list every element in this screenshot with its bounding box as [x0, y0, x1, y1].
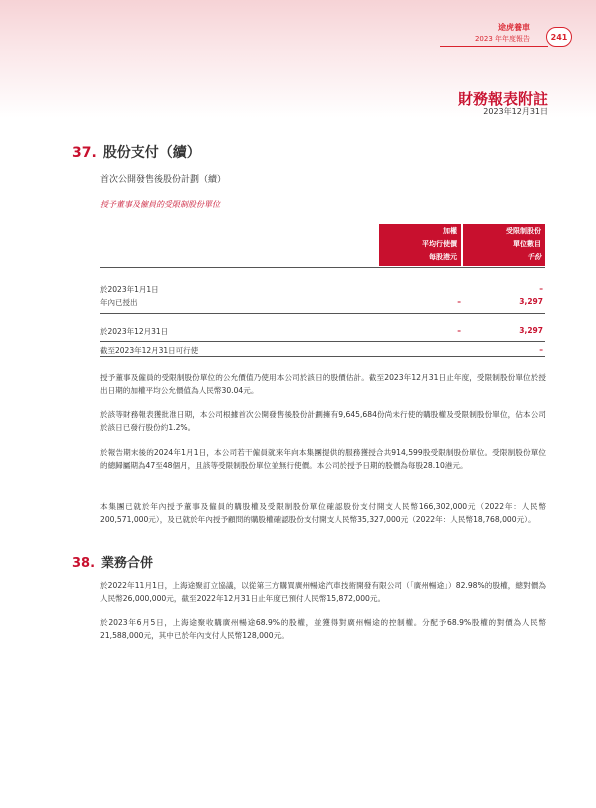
header-report-name: 2023 年年度報告	[474, 35, 530, 43]
table-row-value-units: 3,297	[519, 326, 543, 335]
table-row-value-units: –	[539, 345, 543, 354]
note-38-heading	[72, 552, 153, 571]
table-row-label: 年內已授出	[100, 298, 138, 307]
col1-header-line: 平均行使價	[422, 240, 457, 248]
table-rule	[100, 267, 545, 268]
table-header-col1	[379, 224, 461, 266]
header-company-name: 途虎養車	[498, 23, 530, 32]
table-rule	[100, 313, 545, 314]
col2-header-line: 單位數目	[513, 240, 541, 248]
note-38-number: 38.	[72, 556, 96, 571]
table-caption: 授予董事及僱員的受限制股份單位	[100, 200, 220, 209]
page-number-badge: 241	[546, 27, 572, 47]
table-row-value-units: 3,297	[519, 297, 543, 306]
table-row-value-price: –	[457, 297, 461, 306]
section-title: 財務報表附註	[457, 90, 548, 108]
note-37-subtitle: 首次公開發售後股份計劃（續）	[100, 175, 227, 185]
note-37-paragraph: 授予董事及僱員的受限制股份單位的公允價值乃使用本公司於該日的股價估計。截至2023年12月31日止年度，受限制股份單位於授出日期的加權平均公允價值為人民幣30.04元。	[100, 373, 546, 395]
note-37-heading	[72, 142, 201, 162]
note-38-paragraph: 於2023年6月5日，上海途聚收購廣州暢途68.9%的股權，並獲得對廣州暢途的控制權。分配予68.9%股權的對價為人民幣21,588,000元，其中已於年內支付人民幣128,000元。	[100, 618, 546, 640]
note-37-paragraph: 於報告期末後的2024年1月1日，本公司若干僱員就來年向本集團提供的服務獲授合共914,599股受限制股份單位。受限制股份單位的總歸屬期為47至48個月，且該等受限制股份單位並無行使價。本公司於授予日期的股價為每股28.10港元。	[100, 448, 546, 470]
note-38-paragraph: 於2022年11月1日，上海途聚訂立協議，以從第三方購買廣州暢途汽車技術開發有限公司（「廣州暢途」）82.98%的股權，總對價為人民幣26,000,000元，截至2022年12月31日止年度已預付人民幣15,872,000元。	[100, 581, 546, 603]
note-37-paragraph: 於該等財務報表獲批准日期，本公司根據首次公開發售後股份計劃擁有9,645,684份尚未行使的購股權及受限制股份單位，佔本公司於該日已發行股份約1.2%。	[100, 410, 546, 432]
note-37-title: 股份支付（續）	[102, 145, 201, 161]
note-37-paragraph: 本集團已就於年內授予董事及僱員的購股權及受限制股份單位確認股份支付開支人民幣166,302,000元（2022年：人民幣200,571,000元），及已就於年內授予顧問的購股權確認股份支付開支人民幣35,327,000元（2022年：人民幣18,768,000元）。	[100, 502, 546, 524]
table-rule	[100, 341, 545, 342]
table-row-label: 於2023年1月1日	[100, 285, 159, 294]
table-row-label: 於2023年12月31日	[100, 327, 169, 336]
section-date: 2023年12月31日	[483, 107, 548, 116]
table-rule	[100, 356, 545, 357]
col2-header-line: 受限制股份	[506, 227, 541, 235]
header-divider	[440, 46, 548, 47]
table-row-value-price: –	[457, 326, 461, 335]
note-38-title: 業務合併	[101, 556, 154, 571]
note-37-number: 37.	[72, 145, 97, 161]
col1-header-line: 加權	[443, 227, 457, 235]
col2-header-unit: 千份	[527, 253, 541, 261]
col1-header-line: 每股港元	[429, 253, 457, 261]
table-header-col2	[463, 224, 545, 266]
table-row-label: 截至2023年12月31日可行使	[100, 346, 199, 355]
table-row-value-units: –	[539, 284, 543, 293]
